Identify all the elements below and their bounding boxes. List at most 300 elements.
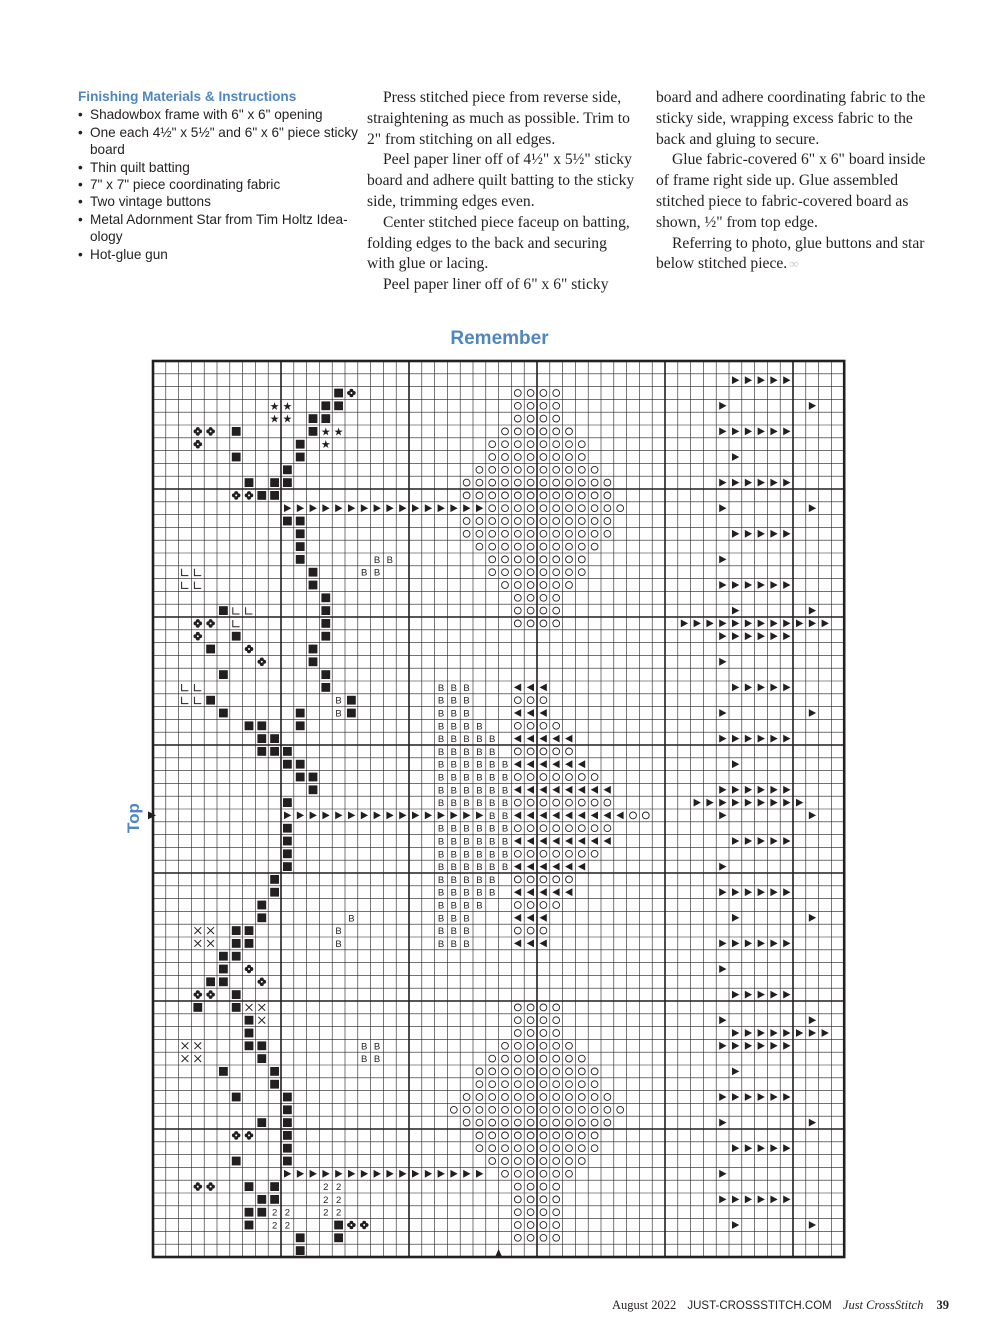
stitch-circle: [553, 479, 560, 486]
stitch-star: ★: [282, 400, 293, 413]
stitch-circle: [566, 1081, 573, 1088]
stitch-letter-b: B: [335, 938, 342, 950]
stitch-arrow-left: [514, 709, 521, 717]
stitch-circle: [527, 1119, 534, 1126]
stitch-arrow-left: [552, 863, 559, 871]
stitch-arrow-left: [565, 786, 572, 794]
stitch-solid: [245, 1029, 254, 1038]
stitch-flower: [206, 990, 215, 999]
stitch-circle: [514, 1030, 521, 1037]
stitch-solid: [219, 952, 228, 961]
stitch-arrow: [732, 607, 739, 615]
stitch-solid: [206, 696, 215, 705]
stitch-cross: [182, 1055, 189, 1062]
stitch-arrow: [758, 1196, 765, 1204]
stitch-letter-b: B: [489, 734, 496, 746]
stitch-letter-b: B: [373, 1054, 381, 1066]
stitch-circle: [489, 1145, 496, 1152]
stitch-circle: [578, 479, 585, 486]
stitch-solid: [309, 773, 318, 782]
stitch-letter-b: B: [501, 849, 509, 861]
stitch-arrow-left: [514, 837, 521, 845]
stitch-circle: [553, 428, 560, 435]
stitch-arrow-left: [527, 888, 534, 896]
stitch-circle: [527, 1183, 534, 1190]
stitch-arrow: [809, 709, 816, 717]
end-mark-icon: ∞: [789, 256, 799, 272]
stitch-circle: [566, 799, 573, 806]
stitch-circle: [540, 620, 547, 627]
stitch-circle: [591, 850, 598, 857]
stitch-circle: [514, 1234, 521, 1241]
stitch-letter-b: B: [437, 849, 445, 861]
stitch-circle: [527, 774, 534, 781]
stitch-arrow-left: [604, 837, 611, 845]
stitch-circle: [527, 1234, 534, 1241]
stitch-circle: [514, 1068, 521, 1075]
stitch-circle: [540, 428, 547, 435]
stitch-arrow-left: [514, 863, 521, 871]
stitch-circle: [553, 556, 560, 563]
stitch-solid: [232, 990, 241, 999]
stitch-circle: [540, 415, 547, 422]
stitch-circle: [540, 1042, 547, 1049]
stitch-circle: [514, 428, 521, 435]
stitch-circle: [527, 697, 534, 704]
stitch-circle: [540, 441, 547, 448]
stitch-circle: [540, 722, 547, 729]
stitch-arrow: [425, 812, 432, 820]
stitch-letter-b: B: [450, 862, 457, 874]
stitch-solid: [296, 453, 305, 462]
stitch-circle: [553, 441, 560, 448]
stitch-circle: [463, 479, 470, 486]
stitch-arrow-left: [604, 812, 611, 820]
stitch-solid: [283, 760, 292, 769]
stitch-letter-b: B: [463, 836, 470, 848]
stitch-circle: [553, 722, 560, 729]
stitch-circle: [527, 1145, 534, 1152]
stitch-circle: [566, 454, 573, 461]
stitch-circle: [604, 825, 611, 832]
stitch-arrow: [719, 658, 726, 666]
stitch-circle: [514, 1170, 521, 1177]
stitch-circle: [553, 1196, 560, 1203]
stitch-circle: [540, 1068, 547, 1075]
stitch-arrow: [822, 620, 829, 628]
stitch-circle: [540, 1017, 547, 1024]
stitch-circle: [527, 902, 534, 909]
stitch-arrow: [297, 504, 304, 512]
stitch-circle: [502, 543, 509, 550]
stitch-arrow-left: [540, 914, 547, 922]
stitch-solid: [309, 785, 318, 794]
stitch-circle: [553, 607, 560, 614]
stitch-arrow: [770, 799, 777, 807]
stitch-arrow: [732, 735, 739, 743]
stitch-circle: [617, 1106, 624, 1113]
stitch-circle: [578, 1055, 585, 1062]
stitch-arrow: [783, 888, 790, 896]
stitch-letter-b: B: [437, 926, 445, 938]
stitch-arrow: [745, 1196, 752, 1204]
stitch-arrow: [310, 1170, 317, 1178]
stitch-letter-b: B: [501, 823, 509, 835]
stitch-letter-b: B: [463, 759, 470, 771]
stitch-arrow-left: [565, 735, 572, 743]
stitch-letter-b: B: [361, 1054, 368, 1066]
stitch-letter-b: B: [476, 862, 483, 874]
stitch-solid: [321, 670, 330, 679]
stitch-circle: [527, 415, 534, 422]
stitch-solid: [283, 1131, 292, 1140]
stitch-arrow: [758, 1093, 765, 1101]
stitch-numeral-2: 2: [323, 1182, 329, 1194]
stitch-solid: [270, 1080, 279, 1089]
stitch-circle: [566, 1119, 573, 1126]
stitch-circle: [553, 1222, 560, 1229]
stitch-circle: [514, 825, 521, 832]
stitch-arrow: [783, 1196, 790, 1204]
stitch-letter-b: B: [437, 695, 445, 707]
stitch-letter-b: B: [489, 746, 496, 758]
stitch-letter-b: B: [450, 849, 457, 861]
stitch-circle: [540, 1004, 547, 1011]
stitch-circle: [540, 402, 547, 409]
stitch-circle: [578, 556, 585, 563]
stitch-solid: [270, 875, 279, 884]
stitch-letter-b: B: [373, 1041, 381, 1053]
stitch-arrow: [745, 620, 752, 628]
stitch-circle: [566, 1042, 573, 1049]
stitch-arrow: [796, 620, 803, 628]
stitch-circle: [578, 505, 585, 512]
stitch-arrow-left: [514, 760, 521, 768]
stitch-cross: [207, 927, 214, 934]
stitch-solid: [245, 721, 254, 730]
instruction-paragraph: Glue fabric-covered 6" x 6" board inside of frame right side up. Glue assembled stitched piece to fabric-covered board as shown, ½" from top edge.: [656, 151, 926, 231]
stitch-arrow: [745, 1042, 752, 1050]
stitch-corner: [194, 684, 201, 691]
stitch-circle: [553, 1017, 560, 1024]
stitch-circle: [578, 1132, 585, 1139]
stitch-circle: [553, 1145, 560, 1152]
stitch-arrow-left: [552, 760, 559, 768]
stitch-circle: [527, 505, 534, 512]
stitch-arrow: [732, 1196, 739, 1204]
stitch-flower: [258, 978, 267, 987]
stitch-circle: [566, 850, 573, 857]
stitch-cross: [246, 1004, 253, 1011]
stitch-flower: [232, 491, 241, 500]
stitch-arrow: [770, 1029, 777, 1037]
stitch-circle: [578, 825, 585, 832]
materials-item: • Shadowbox frame with 6" x 6" opening: [78, 106, 358, 123]
stitch-circle: [617, 505, 624, 512]
stitch-solid: [232, 926, 241, 935]
stitch-arrow-left: [540, 812, 547, 820]
stitch-circle: [591, 799, 598, 806]
stitch-letter-b: B: [335, 926, 342, 938]
stitch-arrow: [732, 684, 739, 692]
stitch-solid: [334, 1233, 343, 1242]
stitch-cross: [258, 1004, 265, 1011]
stitch-arrow: [694, 799, 701, 807]
stitch-circle: [540, 479, 547, 486]
stitch-circle: [514, 1145, 521, 1152]
stitch-numeral-2: 2: [323, 1194, 329, 1206]
stitch-arrow: [425, 504, 432, 512]
stitch-arrow-left: [540, 735, 547, 743]
stitch-arrow: [745, 940, 752, 948]
stitch-letter-b: B: [476, 734, 483, 746]
stitch-arrow: [361, 812, 368, 820]
stitch-solid: [309, 657, 318, 666]
stitch-arrow-left: [591, 786, 598, 794]
stitch-letter-b: B: [463, 746, 470, 758]
stitch-solid: [347, 696, 356, 705]
stitch-arrow: [732, 786, 739, 794]
stitch-circle: [553, 825, 560, 832]
stitch-letter-b: B: [450, 785, 457, 797]
stitch-circle: [578, 518, 585, 525]
stitch-arrow: [783, 1144, 790, 1152]
stitch-corner: [182, 684, 189, 691]
stitch-circle: [642, 812, 649, 819]
stitch-arrow: [770, 786, 777, 794]
stitch-circle: [502, 1081, 509, 1088]
stitch-circle: [591, 1081, 598, 1088]
stitch-arrow: [732, 479, 739, 487]
stitch-arrow: [284, 812, 291, 820]
stitch-circle: [514, 1004, 521, 1011]
stitch-circle: [540, 1222, 547, 1229]
stitch-arrow: [783, 428, 790, 436]
stitch-circle: [463, 530, 470, 537]
chart-title: Remember: [450, 328, 549, 349]
stitch-arrow: [719, 1042, 726, 1050]
stitch-solid: [232, 632, 241, 641]
stitch-letter-b: B: [463, 887, 470, 899]
stitch-solid: [296, 1233, 305, 1242]
stitch-circle: [527, 722, 534, 729]
stitch-arrow: [450, 1170, 457, 1178]
stitch-circle: [566, 1094, 573, 1101]
stitch-circle: [553, 902, 560, 909]
stitch-flower: [232, 1131, 241, 1140]
stitch-flower: [347, 1221, 356, 1230]
stitch-cross: [207, 940, 214, 947]
stitch-circle: [489, 556, 496, 563]
stitch-letter-b: B: [489, 785, 496, 797]
stitch-arrow: [732, 799, 739, 807]
stitch-solid: [296, 760, 305, 769]
stitch-letter-b: B: [476, 746, 483, 758]
stitch-circle: [566, 428, 573, 435]
instructions-column-2: [656, 88, 926, 275]
stitch-arrow: [386, 812, 393, 820]
stitch-circle: [514, 722, 521, 729]
materials-column: [78, 88, 358, 263]
stitch-letter-b: B: [373, 554, 381, 566]
stitch-circle: [566, 1145, 573, 1152]
stitch-circle: [489, 530, 496, 537]
stitch-arrow: [322, 1170, 329, 1178]
stitch-circle: [527, 518, 534, 525]
stitch-solid: [219, 709, 228, 718]
stitch-solid: [321, 683, 330, 692]
stitch-solid: [309, 427, 318, 436]
stitch-arrow: [476, 504, 483, 512]
stitch-arrow: [758, 479, 765, 487]
stitch-arrow: [438, 504, 445, 512]
stitch-letter-b: B: [489, 759, 496, 771]
stitch-arrow: [463, 1170, 470, 1178]
stitch-circle: [566, 1055, 573, 1062]
stitch-circle: [502, 1068, 509, 1075]
stitch-circle: [553, 543, 560, 550]
stitch-solid: [219, 606, 228, 615]
stitch-letter-b: B: [450, 823, 457, 835]
stitch-circle: [566, 774, 573, 781]
stitch-arrow: [361, 504, 368, 512]
stitch-arrow: [783, 479, 790, 487]
stitch-arrow: [783, 1042, 790, 1050]
stitch-flower: [206, 1182, 215, 1191]
stitch-arrow: [719, 812, 726, 820]
stitch-letter-b: B: [450, 913, 457, 925]
stitch-arrow: [386, 504, 393, 512]
materials-item: • Thin quilt batting: [78, 159, 358, 176]
stitch-circle: [578, 1094, 585, 1101]
stitch-circle: [527, 1222, 534, 1229]
stitch-arrow: [783, 735, 790, 743]
stitch-circle: [566, 876, 573, 883]
stitch-letter-b: B: [501, 785, 509, 797]
stitch-arrow: [809, 1119, 816, 1127]
stitch-circle: [540, 1030, 547, 1037]
stitch-circle: [553, 1170, 560, 1177]
stitch-solid: [245, 939, 254, 948]
stitch-circle: [514, 1042, 521, 1049]
stitch-circle: [553, 402, 560, 409]
stitch-solid: [283, 837, 292, 846]
stitch-arrow-left: [578, 812, 585, 820]
stitch-arrow: [770, 991, 777, 999]
stitch-arrow: [732, 530, 739, 538]
stitch-arrow: [476, 1170, 483, 1178]
stitch-arrow: [809, 402, 816, 410]
stitch-circle: [514, 927, 521, 934]
stitch-arrow: [732, 888, 739, 896]
stitch-circle: [578, 1081, 585, 1088]
stitch-circle: [566, 441, 573, 448]
stitch-circle: [553, 774, 560, 781]
stitch-circle: [540, 569, 547, 576]
stitch-arrow: [809, 620, 816, 628]
stitch-solid: [334, 1221, 343, 1230]
stitch-flower: [347, 389, 356, 398]
stitch-circle: [566, 466, 573, 473]
stitch-solid: [309, 414, 318, 423]
stitch-circle: [566, 1170, 573, 1177]
stitch-flower: [245, 965, 254, 974]
stitch-solid: [321, 414, 330, 423]
stitch-arrow-left: [540, 684, 547, 692]
stitch-letter-b: B: [386, 554, 393, 566]
stitch-arrow: [399, 1170, 406, 1178]
stitch-circle: [540, 594, 547, 601]
stitch-circle: [527, 927, 534, 934]
stitch-circle: [553, 1055, 560, 1062]
stitch-circle: [527, 594, 534, 601]
stitch-arrow: [310, 504, 317, 512]
stitch-solid: [219, 977, 228, 986]
stitch-arrow-left: [540, 786, 547, 794]
stitch-circle: [553, 1030, 560, 1037]
stitch-circle: [527, 1094, 534, 1101]
stitch-circle: [489, 492, 496, 499]
stitch-circle: [591, 466, 598, 473]
stitch-letter-b: B: [463, 708, 470, 720]
stitch-circle: [578, 492, 585, 499]
stitch-circle: [489, 1132, 496, 1139]
stitch-solid: [219, 965, 228, 974]
stitch-circle: [514, 1132, 521, 1139]
stitch-arrow: [745, 799, 752, 807]
stitch-circle: [514, 415, 521, 422]
stitch-letter-b: B: [501, 798, 509, 810]
stitch-solid: [257, 721, 266, 730]
stitch-circle: [476, 1119, 483, 1126]
stitch-circle: [476, 492, 483, 499]
stitch-arrow: [719, 1170, 726, 1178]
stitch-circle: [553, 1068, 560, 1075]
stitch-circle: [527, 466, 534, 473]
stitch-arrow: [758, 799, 765, 807]
stitch-circle: [540, 466, 547, 473]
stitch-arrow: [412, 812, 419, 820]
stitch-circle: [540, 505, 547, 512]
stitch-circle: [540, 799, 547, 806]
stitch-corner: [233, 607, 240, 614]
stitch-arrow-left: [552, 786, 559, 794]
stitch-arrow-left: [565, 888, 572, 896]
stitch-arrow-left: [540, 940, 547, 948]
chart-grid-minor: [153, 361, 844, 1257]
stitch-arrow: [758, 786, 765, 794]
stitch-arrow-left: [514, 914, 521, 922]
stitch-arrow-left: [565, 837, 572, 845]
stitch-letter-b: B: [489, 836, 496, 848]
stitch-solid: [296, 721, 305, 730]
stitch-circle: [527, 1158, 534, 1165]
stitch-star: ★: [320, 426, 331, 439]
stitch-arrow-left: [604, 786, 611, 794]
stitch-arrow: [809, 812, 816, 820]
stitch-circle: [489, 1068, 496, 1075]
stitch-circle: [514, 1183, 521, 1190]
stitch-arrow-left: [552, 735, 559, 743]
stitch-circle: [540, 1170, 547, 1177]
stitch-circle: [527, 799, 534, 806]
stitch-flower: [258, 658, 267, 667]
stitch-arrow: [770, 735, 777, 743]
footer-site: JUST-CROSSSTITCH.COM: [687, 1300, 832, 1312]
stitch-corner: [182, 697, 189, 704]
stitch-letter-b: B: [450, 682, 457, 694]
stitch-circle: [540, 1145, 547, 1152]
